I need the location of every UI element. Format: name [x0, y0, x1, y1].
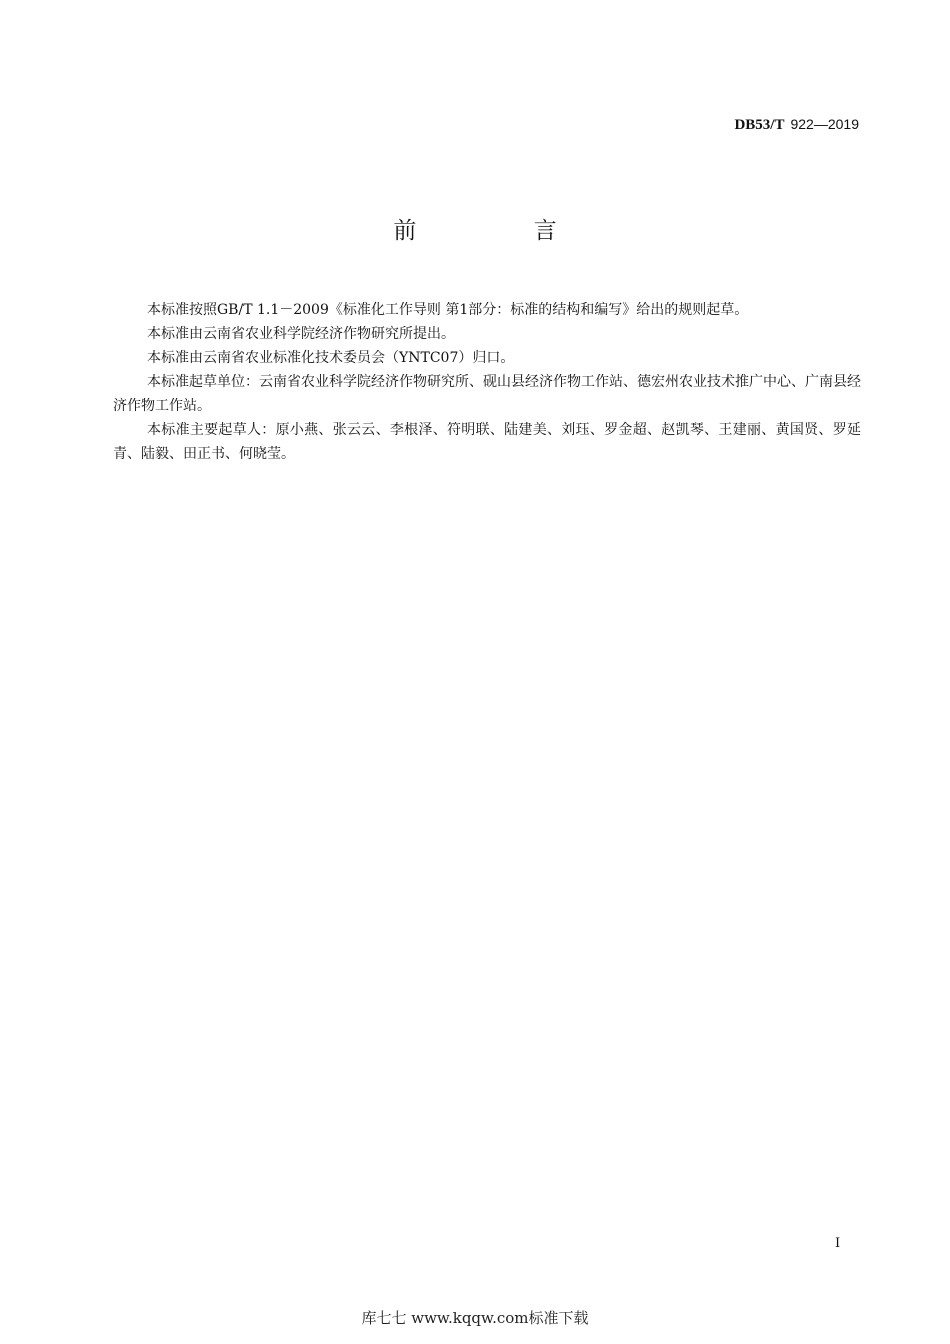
watermark-link[interactable]: 库七七 www.kqqw.com标准下载 [361, 1309, 589, 1327]
standard-number: 922—2019 [790, 116, 859, 132]
standard-code: DB53/T [734, 117, 785, 133]
standard-code-header [734, 116, 859, 134]
page-number: I [835, 1236, 841, 1251]
paragraph-under-jurisdiction: 本标准由云南省农业标准化技术委员会（YNTC07）归口。 [147, 350, 515, 366]
paragraph-drafting-units: 本标准起草单位：云南省农业科学院经济作物研究所、砚山县经济作物工作站、德宏州农业技术推广中心、广南县经济作物工作站。 [113, 374, 861, 414]
paragraph-drafters: 本标准主要起草人：原小燕、张云云、李根泽、符明联、陆建美、刘珏、罗金超、赵凯琴、王建丽、黄国贤、罗延青、陆毅、田正书、何晓莹。 [113, 422, 861, 462]
page-title: 前 言 [393, 218, 612, 244]
foreword-body [113, 298, 861, 466]
paragraph-proposed-by: 本标准由云南省农业科学院经济作物研究所提出。 [147, 326, 455, 342]
paragraph-drafting-rules: 本标准按照GB/T 1.1－2009《标准化工作导则 第1部分：标准的结构和编写》给出的规则起草。 [147, 302, 749, 318]
